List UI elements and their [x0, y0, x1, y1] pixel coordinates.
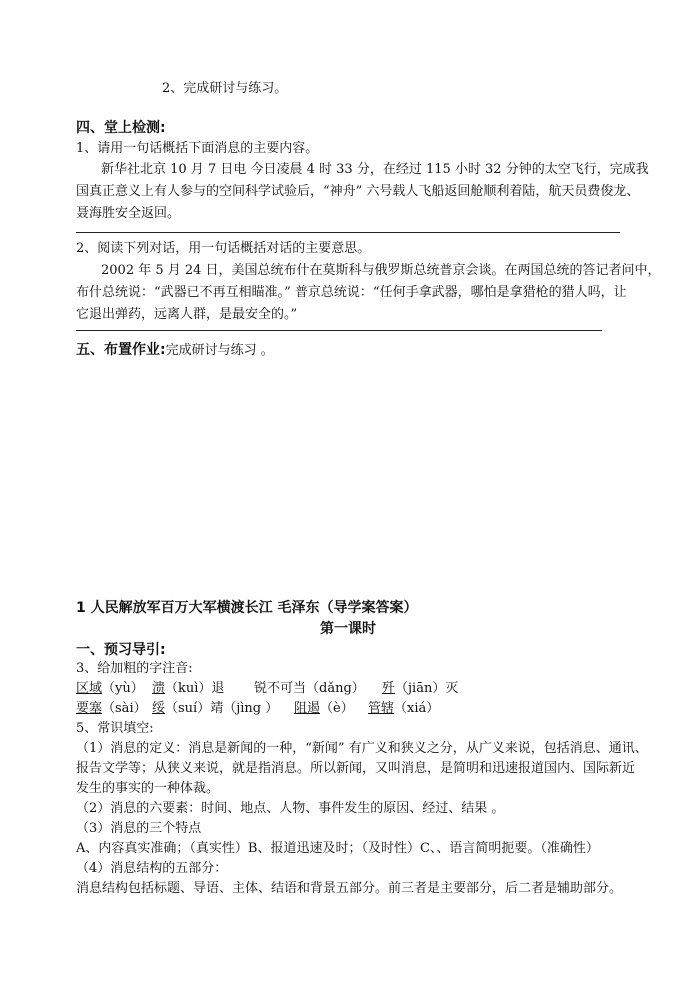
pinyin-word: 阻遏 — [294, 701, 321, 716]
fill-line-2: 报告文学等；从狭义来说，就是指消息。所以新闻，又叫消息，是简明和迅速报道国内、国际新近 — [76, 761, 636, 776]
section-5-heading: 五、布置作业: — [76, 342, 166, 358]
pinyin-word: 溃 — [152, 681, 166, 696]
section-5-text: 完成研讨与练习 。 — [165, 343, 274, 358]
fill-line-4: （2）消息的六要素：时间、地点、人物、事件发生的原因、经过、结果 。 — [76, 801, 505, 816]
fill-line-7: （4）消息结构的五部分： — [76, 861, 228, 876]
fill-line-5: （3）消息的三个特点 — [76, 821, 202, 836]
pinyin-word: 锐不可当 — [254, 681, 307, 696]
answer-line-1[interactable] — [76, 232, 620, 233]
pinyin-reading: （yù） — [102, 681, 144, 696]
pinyin-word: 区域 — [76, 681, 103, 696]
question-2-passage-line-3: 它退出弹药，远离人群，是最安全的。” — [76, 307, 298, 322]
answers-item-3: 3、给加粗的字注音: — [76, 661, 193, 676]
pinyin-reading: （suí）靖（jìng ） — [165, 701, 279, 716]
pinyin-word: 要塞 — [76, 701, 103, 716]
pinyin-row-1 — [76, 680, 458, 698]
answers-item-5: 5、常识填空: — [76, 721, 154, 736]
fill-line-6: A、内容真实准确；（真实性）B、报道迅速及时；（及时性）C、、语言简明扼要。（准确性） — [76, 841, 599, 856]
answers-section-1-heading: 一、预习导引: — [76, 642, 166, 658]
question-1-passage-line-1: 新华社北京 10 月 7 日电 今日凌晨 4 时 33 分，在经过 115 小时 32 分钟的太空飞行，完成我 — [101, 162, 649, 177]
pinyin-reading: （kuì）退 — [165, 681, 225, 696]
question-1-passage-line-2: 国真正意义上有人参与的空间科学试验后，“神舟” 六号载人飞船返回舱顺利着陆，航天员费俊龙、 — [76, 184, 640, 199]
pinyin-reading: （jiān）灭 — [395, 681, 459, 696]
answers-subtitle: 第一课时 — [320, 621, 376, 637]
pinyin-row-2 — [76, 700, 439, 718]
fill-line-8: 消息结构包括标题、导语、主体、结语和背景五部分。前三者是主要部分，后二者是辅助部分。 — [76, 881, 623, 896]
question-1-prompt: 1、请用一句话概括下面消息的主要内容。 — [76, 141, 319, 156]
pinyin-reading: （xiá） — [394, 701, 440, 716]
answer-line-2[interactable] — [76, 330, 602, 331]
pinyin-word: 歼 — [382, 681, 396, 696]
section-4-heading: 四、堂上检测: — [76, 120, 166, 136]
answers-title: 1 人民解放军百万大军横渡长江 毛泽东（导学案答案） — [76, 600, 418, 616]
pinyin-word: 绥 — [152, 701, 166, 716]
fill-line-3: 发生的事实的一种体裁。 — [76, 781, 220, 796]
question-2-passage-line-1: 2002 年 5 月 24 日，美国总统布什在莫斯科与俄罗斯总统普京会谈。在两国总统的答记者问中， — [101, 263, 661, 278]
pinyin-reading: （dǎng） — [306, 681, 365, 696]
fill-line-1: （1）消息的定义：消息是新闻的一种，“新闻” 有广义和狭义之分，从广义来说，包括消息、通讯、 — [76, 741, 648, 756]
pinyin-word: 管辖 — [368, 701, 395, 716]
question-1-passage-line-3: 聂海胜安全返回。 — [76, 206, 181, 221]
question-2-passage-line-2: 布什总统说：“武器已不再互相瞄准。” 普京总统说：“任何手拿武器，哪怕是拿猎枪的猎人吗，让 — [76, 285, 627, 300]
pinyin-reading: （sài） — [102, 701, 147, 716]
section-5 — [76, 341, 274, 360]
homework-item-2: 2、完成研讨与练习。 — [162, 81, 288, 96]
pinyin-reading: （è） — [320, 701, 354, 716]
question-2-prompt: 2、阅读下列对话，用一句话概括对话的主要意思。 — [76, 241, 371, 256]
